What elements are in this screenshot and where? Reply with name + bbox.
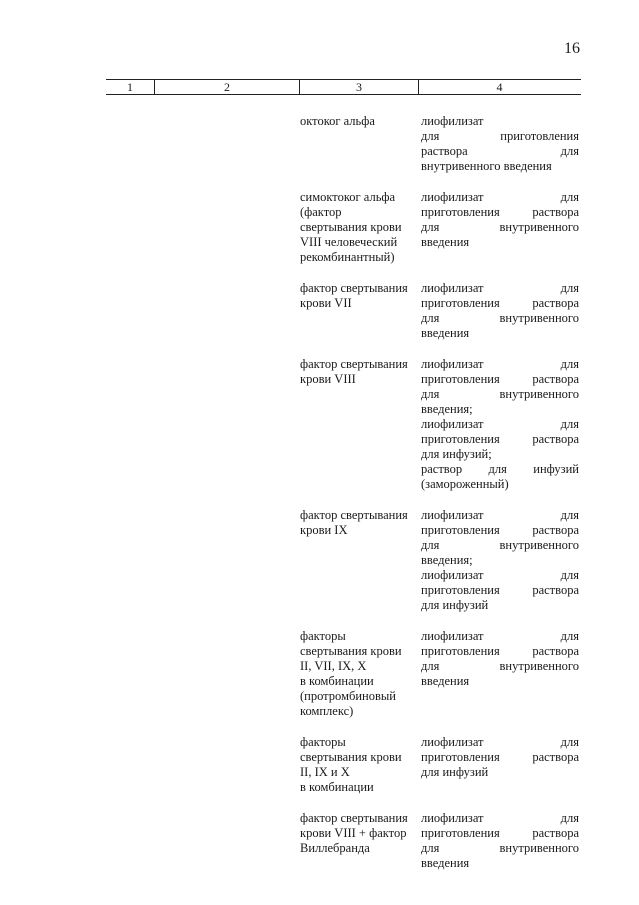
dosage-form-line: приготовления раствора (421, 583, 579, 597)
dosage-form-line: введения (421, 856, 470, 870)
table-header (106, 79, 581, 95)
dosage-form-line: для внутривенного (421, 220, 579, 234)
table-row (300, 629, 581, 719)
drug-name-line: крови VIII + фактор (300, 826, 407, 840)
drug-name-line: в комбинации (300, 674, 374, 688)
dosage-form-line: лиофилизат для (421, 508, 579, 522)
dosage-form (421, 508, 579, 613)
dosage-form-line: лиофилизат для (421, 357, 579, 371)
dosage-form-line: приготовления раствора (421, 644, 579, 658)
dosage-form-line: введения; (421, 402, 473, 416)
page-number: 16 (564, 40, 580, 57)
dosage-form (421, 629, 579, 719)
drug-name-line: фактор свертывания (300, 811, 408, 825)
dosage-form-line: для внутривенного (421, 659, 579, 673)
dosage-form-line: введения (421, 235, 470, 249)
column-header-1: 1 (106, 80, 155, 94)
dosage-form-line: приготовления раствора (421, 372, 579, 386)
drug-name (300, 190, 421, 265)
dosage-form-line: введения (421, 326, 470, 340)
drug-name-line: рекомбинантный) (300, 250, 395, 264)
dosage-form-line: раствора для (421, 144, 579, 158)
drug-name (300, 114, 421, 174)
drug-name-line: (фактор (300, 205, 342, 219)
drug-name-line: фактор свертывания (300, 508, 408, 522)
dosage-form-line: приготовления раствора (421, 826, 579, 840)
column-header-2: 2 (155, 80, 300, 94)
column-header-3: 3 (300, 80, 419, 94)
drug-name (300, 629, 421, 719)
drug-name-line: (протромбиновый (300, 689, 396, 703)
drug-name (300, 735, 421, 795)
dosage-form (421, 357, 579, 492)
dosage-form-line: раствор для инфузий (421, 462, 579, 476)
drug-name-line: факторы (300, 735, 346, 749)
dosage-form-line: для инфузий (421, 765, 489, 779)
drug-name-line: фактор свертывания (300, 281, 408, 295)
dosage-form-line: приготовления раствора (421, 432, 579, 446)
drug-name (300, 357, 421, 492)
dosage-form-line: лиофилизат для (421, 629, 579, 643)
table-row (300, 508, 581, 613)
dosage-form-line: введения; (421, 553, 473, 567)
dosage-form-line: (замороженный) (421, 477, 509, 491)
table-row (300, 357, 581, 492)
drug-name-line: Виллебранда (300, 841, 370, 855)
drug-name (300, 508, 421, 613)
dosage-form (421, 114, 579, 174)
table-row (300, 735, 581, 795)
dosage-form-line: лиофилизат для (421, 811, 579, 825)
dosage-form (421, 811, 579, 871)
table-body (300, 114, 581, 887)
dosage-form-line: для внутривенного (421, 311, 579, 325)
dosage-form-line: приготовления раствора (421, 750, 579, 764)
drug-name (300, 811, 421, 871)
dosage-form-line: введения (421, 674, 470, 688)
dosage-form (421, 190, 579, 265)
drug-name-line: крови IX (300, 523, 348, 537)
dosage-form-line: для внутривенного (421, 387, 579, 401)
column-header-4: 4 (496, 80, 503, 94)
dosage-form-line: для инфузий (421, 598, 489, 612)
dosage-form-line: для внутривенного (421, 538, 579, 552)
dosage-form-line: лиофилизат для (421, 568, 579, 582)
table-row (300, 190, 581, 265)
drug-name-line: VIII человеческий (300, 235, 398, 249)
drug-name-line: II, IX и X (300, 765, 350, 779)
table-row (300, 281, 581, 341)
dosage-form (421, 735, 579, 795)
dosage-form (421, 281, 579, 341)
dosage-form-line: лиофилизат (421, 114, 484, 128)
table-row (300, 811, 581, 871)
drug-name-line: факторы (300, 629, 346, 643)
drug-name-line: свертывания крови (300, 220, 402, 234)
drug-name-line: свертывания крови (300, 644, 402, 658)
table-row (300, 114, 581, 174)
dosage-form-line: лиофилизат для (421, 735, 579, 749)
drug-name-line: симоктоког альфа (300, 190, 396, 204)
dosage-form-line: лиофилизат для (421, 190, 579, 204)
dosage-form-line: приготовления раствора (421, 296, 579, 310)
drug-name-line: комплекс) (300, 704, 354, 718)
drug-name-line: фактор свертывания (300, 357, 408, 371)
drug-name-line: крови VIII (300, 372, 356, 386)
dosage-form-line: приготовления раствора (421, 205, 579, 219)
drug-name-line: крови VII (300, 296, 352, 310)
dosage-form-line: для внутривенного (421, 841, 579, 855)
dosage-form-line: внутривенного введения (421, 159, 552, 173)
dosage-form-line: лиофилизат для (421, 281, 579, 295)
drug-name-line: II, VII, IX, X (300, 659, 367, 673)
drug-name-line: октоког альфа (300, 114, 375, 128)
dosage-form-line: для инфузий; (421, 447, 492, 461)
drug-name (300, 281, 421, 341)
dosage-form-line: приготовления раствора (421, 523, 579, 537)
dosage-form-line: для приготовления (421, 129, 579, 143)
drug-name-line: в комбинации (300, 780, 374, 794)
dosage-form-line: лиофилизат для (421, 417, 579, 431)
drug-name-line: свертывания крови (300, 750, 402, 764)
